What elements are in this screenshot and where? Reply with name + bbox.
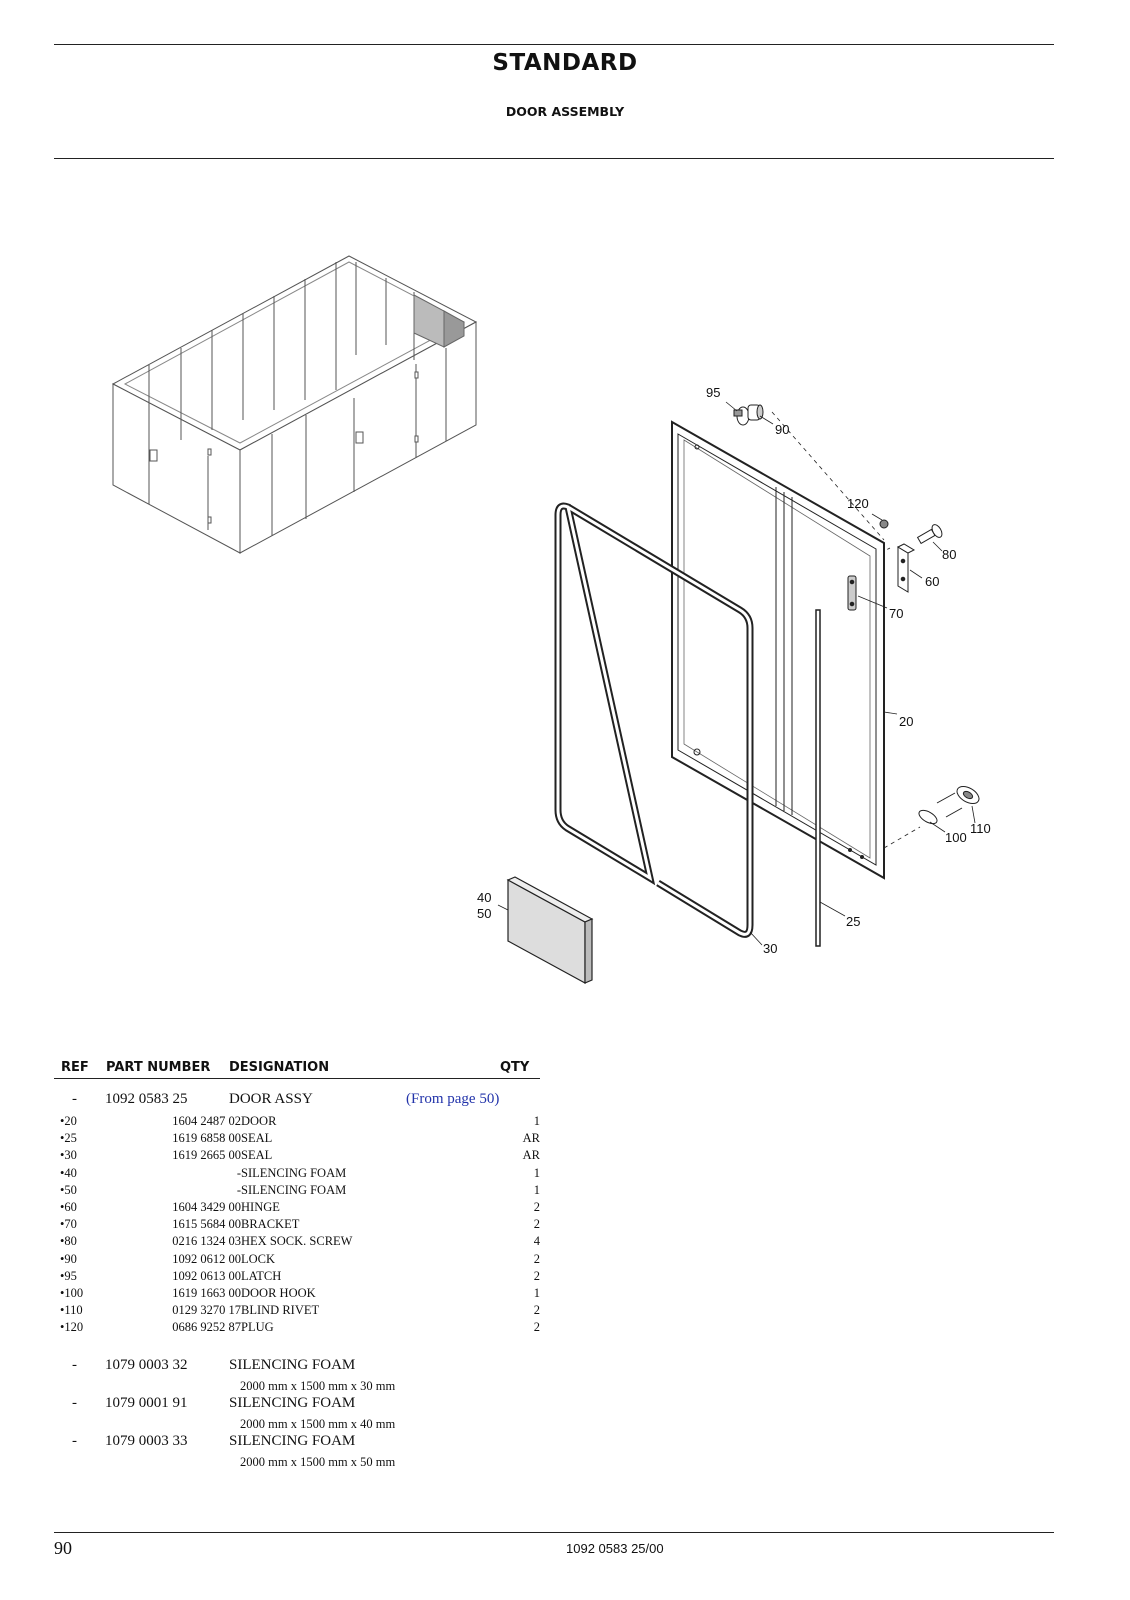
row-qty: 2 [533,1268,540,1283]
row-ref: •60 [60,1200,77,1214]
callout-25: 25 [846,914,861,929]
callout-90: 90 [775,422,790,437]
row-designation: SILENCING FOAM [229,1395,356,1411]
page-subtitle: DOOR ASSEMBLY [505,104,625,119]
row-ref: •70 [60,1217,77,1232]
table-row [54,1166,550,1183]
document-reference: 1092 0583 25/00 [566,1541,664,1556]
table-row [54,1286,550,1303]
row-part-number: 1619 6858 00 [172,1131,241,1146]
row-part-number: 0129 3270 17 [172,1303,241,1318]
row-designation: HINGE [241,1200,280,1214]
row-ref: •90 [60,1251,77,1266]
table-row-main-assembly [54,1091,550,1111]
col-header-designation: DESIGNATION [229,1060,330,1075]
foam-2-dimensions: 2000 mm x 1500 mm x 40 mm [240,1417,396,1431]
row-part-number: 1079 0001 91 [105,1395,188,1411]
row-qty: 2 [533,1303,540,1318]
row-qty: 2 [533,1251,540,1266]
row-designation: LATCH [241,1268,282,1283]
foam-block-part-40-50 [508,877,592,983]
callout-70: 70 [889,606,904,621]
foam-3-dimensions: 2000 mm x 1500 mm x 50 mm [240,1455,396,1469]
row-qty: AR [522,1148,540,1163]
row-qty: 4 [533,1234,540,1249]
table-row [54,1114,550,1131]
row-part-number: 1619 1663 00 [172,1286,241,1300]
row-part-number: 1604 3429 00 [172,1200,241,1214]
row-qty: 1 [533,1286,540,1300]
callout-60: 60 [925,574,940,589]
hinge-part-60 [898,544,914,592]
door-frame-part-20 [672,422,884,878]
callout-95: 95 [706,385,721,400]
table-header-rule [54,1078,540,1079]
row-designation: PLUG [241,1320,274,1335]
table-row-foam-2 [54,1395,550,1415]
row-designation: BRACKET [241,1217,300,1232]
callout-80: 80 [942,547,957,562]
row-ref: - [72,1395,77,1411]
row-qty: AR [522,1131,540,1146]
row-part-number: 1092 0613 00 [172,1268,241,1283]
row-ref: - [72,1091,77,1107]
row-qty: 2 [533,1200,540,1214]
row-ref: •30 [60,1148,77,1163]
row-part-number: 1092 0612 00 [172,1251,241,1266]
callout-50: 50 [477,906,492,921]
table-row-foam-3 [54,1433,550,1453]
table-row [54,1183,550,1200]
callout-110: 110 [970,821,991,836]
row-ref: - [72,1357,77,1373]
row-part-number: 1604 2487 02 [172,1114,241,1128]
row-designation: BLIND RIVET [241,1303,320,1318]
table-row [54,1217,550,1234]
row-part-number: - [236,1182,241,1197]
row-ref: •50 [60,1182,77,1197]
row-part-number: 1079 0003 33 [105,1433,188,1449]
table-row [54,1234,550,1251]
row-part-number: 1092 0583 25 [105,1091,188,1107]
row-ref: •120 [60,1320,84,1335]
row-ref: •20 [60,1114,77,1128]
row-ref: •110 [60,1303,83,1318]
row-designation: SILENCING FOAM [229,1433,356,1449]
callout-30: 30 [763,941,778,956]
enclosure-drawing [113,256,476,553]
row-designation: LOCK [241,1251,276,1266]
row-ref: - [72,1433,77,1449]
row-designation: HEX SOCK. SCREW [241,1234,353,1249]
row-designation: SEAL [241,1148,273,1163]
row-ref: •80 [60,1234,77,1249]
col-header-qty: QTY [500,1060,530,1075]
row-part-number: 0686 9252 87 [172,1320,241,1335]
col-header-part-number: PART NUMBER [106,1060,211,1075]
row-ref: •100 [60,1286,84,1300]
screw-part-80 [918,523,944,544]
row-designation: DOOR HOOK [241,1286,316,1300]
lock-latch-parts-90-95 [734,405,763,425]
row-ref: •95 [60,1268,77,1283]
bracket-part-70 [848,576,856,610]
row-part-number: 1079 0003 32 [105,1357,188,1373]
table-row-foam-1 [54,1357,550,1377]
row-designation: SILENCING FOAM [229,1357,356,1373]
table-row [54,1269,550,1286]
table-row [54,1303,550,1320]
table-row [54,1131,550,1148]
row-ref: •25 [60,1131,77,1146]
plug-part-120 [880,520,888,528]
row-qty: 1 [533,1165,540,1180]
row-qty: 1 [533,1114,540,1128]
table-row [54,1148,550,1165]
row-ref: •40 [60,1165,77,1180]
table-row [54,1252,550,1269]
row-qty: 1 [533,1182,540,1197]
row-part-number: - [236,1165,241,1180]
row-designation: SILENCING FOAM [241,1182,347,1197]
table-row [54,1200,550,1217]
row-part-number: 1615 5684 00 [172,1217,241,1232]
callout-40: 40 [477,890,492,905]
callout-100: 100 [945,830,967,845]
row-designation: SEAL [241,1131,273,1146]
footer-rule [54,1532,1054,1533]
row-qty: 2 [533,1320,540,1335]
table-row [54,1320,550,1337]
foam-1-dimensions: 2000 mm x 1500 mm x 30 mm [240,1379,396,1393]
callout-20: 20 [899,714,914,729]
door-hook-parts-100-110 [917,783,982,826]
row-designation: DOOR ASSY [229,1091,313,1107]
row-part-number: 0216 1324 03 [172,1234,241,1249]
callout-120: 120 [847,496,869,511]
seal-strip-part-25 [816,610,820,946]
page-number: 90 [54,1538,72,1558]
row-part-number: 1619 2665 00 [172,1148,241,1163]
row-qty: 2 [533,1217,540,1232]
col-header-ref: REF [61,1060,89,1075]
from-page-link[interactable]: (From page 50) [406,1091,500,1107]
page-title: STANDARD [492,50,638,76]
row-designation: DOOR [241,1114,277,1128]
row-designation: SILENCING FOAM [241,1165,347,1180]
